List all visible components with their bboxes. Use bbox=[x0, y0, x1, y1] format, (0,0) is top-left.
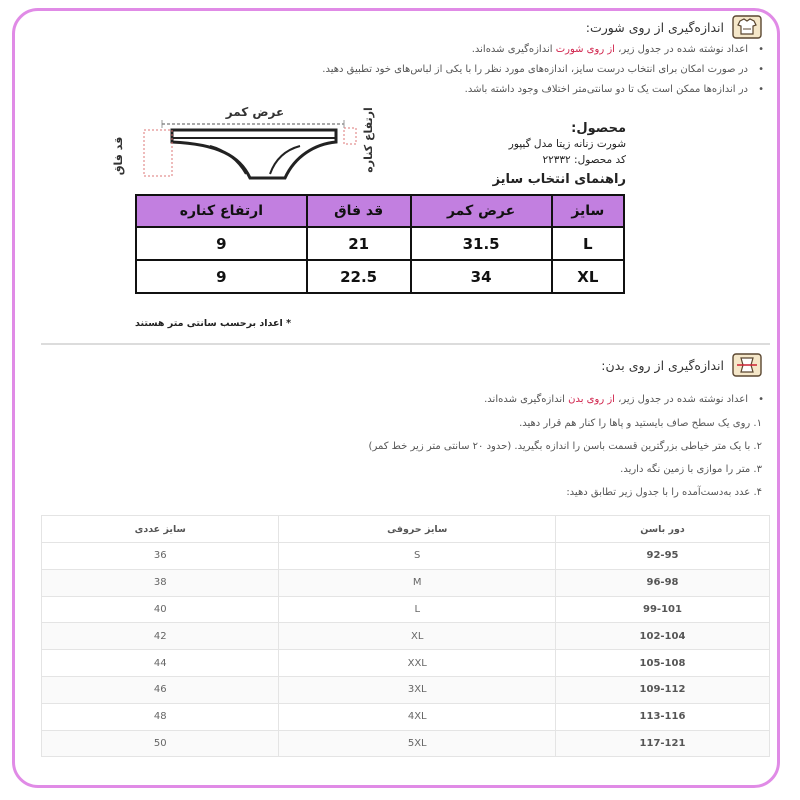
table-row bbox=[42, 543, 770, 570]
table-header-cell: سایز عددی bbox=[42, 516, 279, 543]
table-row bbox=[42, 703, 770, 730]
table-row bbox=[42, 730, 770, 757]
product-name: شورت زنانه زیتا مدل گیپور bbox=[508, 138, 626, 150]
waist-width-label: عرض کمر bbox=[225, 105, 285, 119]
table-row bbox=[42, 596, 770, 623]
table-row bbox=[42, 623, 770, 650]
table-cell: 22.5 bbox=[307, 260, 411, 293]
table-cell: 109-112 bbox=[555, 676, 769, 703]
table-cell: 36 bbox=[42, 543, 279, 570]
table-cell: 40 bbox=[42, 596, 279, 623]
table-header-cell: سایز حروفی bbox=[279, 516, 556, 543]
table-cell: 92-95 bbox=[555, 543, 769, 570]
table-cell: 46 bbox=[42, 676, 279, 703]
garment-size-table bbox=[135, 194, 625, 294]
product-label: محصول: bbox=[571, 121, 626, 136]
section2-title bbox=[601, 353, 762, 377]
bullet-item: • در اندازه‌ها ممکن است یک تا دو سانتی‌متر اختلاف وجود داشته باشد. bbox=[66, 80, 766, 100]
bullet-item: • در صورت امکان برای انتخاب درست سایز، اندازه‌های مورد نظر را با یکی از لباس‌های خود تطبیق دهید. bbox=[66, 60, 766, 80]
table-header-cell: دور باسن bbox=[555, 516, 769, 543]
side-height-guide bbox=[344, 128, 356, 144]
table-cell: 9 bbox=[136, 227, 307, 260]
table-cell: M bbox=[279, 569, 556, 596]
table-cell: 3XL bbox=[279, 676, 556, 703]
table-header-cell: سایز bbox=[552, 195, 624, 227]
table-cell: 38 bbox=[42, 569, 279, 596]
step-item: ۱. روی یک سطح صاف بایستید و پاها را کنار هم قرار دهید. bbox=[519, 418, 762, 429]
crotch-length-label: قد فاق bbox=[112, 136, 125, 176]
table-header-cell: عرض کمر bbox=[411, 195, 552, 227]
section1-bullets bbox=[66, 40, 766, 100]
table-row bbox=[42, 569, 770, 596]
side-height-label: ارتفاع کناره bbox=[362, 107, 375, 173]
table-cell: 102-104 bbox=[555, 623, 769, 650]
table-cell: S bbox=[279, 543, 556, 570]
table-row bbox=[136, 260, 624, 293]
section2-bullets bbox=[66, 390, 766, 410]
section2-title-text: اندازه‌گیری از روی بدن: bbox=[601, 357, 724, 373]
section1-title-text: اندازه‌گیری از روی شورت: bbox=[585, 19, 724, 35]
briefs-diagram bbox=[100, 100, 390, 190]
bullet-text: اعداد نوشته شده در جدول زیر، bbox=[614, 394, 748, 405]
table-header-row bbox=[136, 195, 624, 227]
highlight-text: از روی بدن bbox=[568, 394, 615, 405]
bullet-text: اندازه‌گیری شده‌اند. bbox=[484, 394, 569, 405]
bullet-text: اعداد نوشته شده در جدول زیر، bbox=[614, 44, 748, 55]
table-cell: XXL bbox=[279, 650, 556, 677]
table-cell: XL bbox=[279, 623, 556, 650]
step-item: ۴. عدد به‌دست‌آمده را با جدول زیر تطابق دهید: bbox=[566, 487, 762, 498]
body-size-table bbox=[41, 515, 770, 757]
table-header-cell: قد فاق bbox=[307, 195, 411, 227]
table-cell: 117-121 bbox=[555, 730, 769, 757]
table-cell: 50 bbox=[42, 730, 279, 757]
table-row bbox=[42, 676, 770, 703]
table-cell: 9 bbox=[136, 260, 307, 293]
table-cell: 4XL bbox=[279, 703, 556, 730]
table-cell: L bbox=[552, 227, 624, 260]
body-measure-icon bbox=[732, 353, 762, 377]
table-cell: 105-108 bbox=[555, 650, 769, 677]
table-row bbox=[136, 227, 624, 260]
table-cell: L bbox=[279, 596, 556, 623]
table-cell: XL bbox=[552, 260, 624, 293]
step-item: ۲. با یک متر خیاطی بزرگترین قسمت باسن را اندازه بگیرید. (حدود ۲۰ سانتی متر زیر خط کمر) bbox=[368, 441, 762, 452]
table-cell: 42 bbox=[42, 623, 279, 650]
table-cell: 48 bbox=[42, 703, 279, 730]
step-item: ۳. متر را موازی با زمین نگه دارید. bbox=[620, 464, 762, 475]
table-cell: 21 bbox=[307, 227, 411, 260]
section-divider bbox=[41, 343, 770, 345]
table-cell: 113-116 bbox=[555, 703, 769, 730]
bullet-text: اندازه‌گیری شده‌اند. bbox=[471, 44, 556, 55]
table-cell: 5XL bbox=[279, 730, 556, 757]
product-code: کد محصول: ۲۲۳۳۲ bbox=[542, 154, 626, 166]
section1-title bbox=[586, 15, 762, 39]
table-cell: 31.5 bbox=[411, 227, 552, 260]
footnote bbox=[135, 318, 291, 329]
footnote-text: اعداد برحسب سانتی متر هستند bbox=[135, 318, 283, 329]
table-cell: 99-101 bbox=[555, 596, 769, 623]
measure-steps bbox=[296, 415, 766, 507]
table-cell: 96-98 bbox=[555, 569, 769, 596]
table-header-cell: ارتفاع کناره bbox=[136, 195, 307, 227]
size-guide-title: راهنمای انتخاب سایز bbox=[492, 172, 626, 187]
table-cell: 44 bbox=[42, 650, 279, 677]
bullet-item bbox=[66, 40, 766, 60]
tshirt-size-icon bbox=[732, 15, 762, 39]
table-cell: 34 bbox=[411, 260, 552, 293]
footnote-asterisk: * bbox=[286, 318, 292, 329]
table-header-row bbox=[42, 516, 770, 543]
crotch-length-guide bbox=[144, 130, 172, 176]
table-row bbox=[42, 650, 770, 677]
bullet-item bbox=[66, 390, 766, 410]
highlight-text: از روی شورت bbox=[555, 44, 615, 55]
